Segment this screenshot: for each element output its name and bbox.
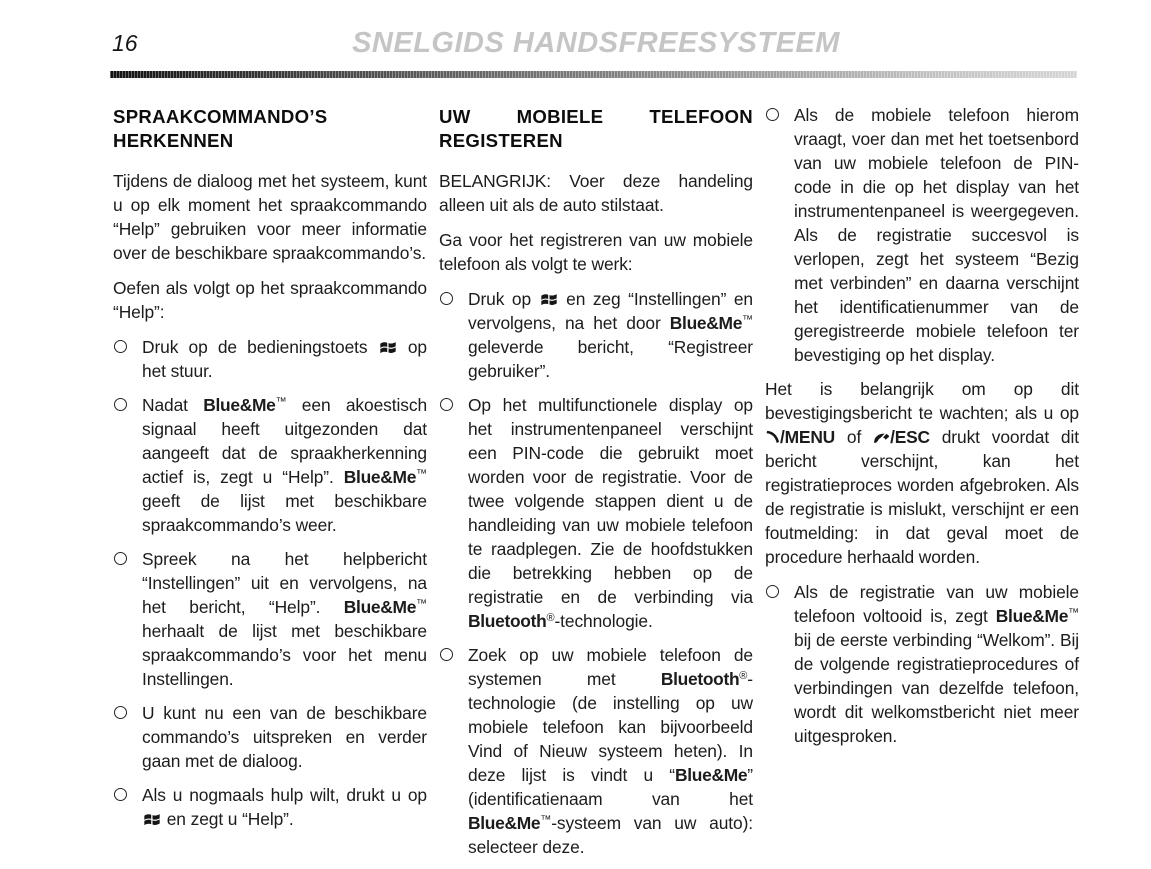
bullet-list [765, 580, 1079, 748]
windows-flag-icon [143, 812, 161, 827]
bullet-text: herhaalt de lijst met beschikbare spraakcommando’s voor het menu Instellingen. [142, 621, 427, 689]
bullet-circle-icon [114, 706, 127, 719]
content-columns [113, 103, 1079, 869]
bullet-text: Spreek na het helpbericht “Instellingen” uit en vervolgens, na het bericht, “Help”. [142, 549, 427, 617]
registered-symbol: ® [546, 612, 555, 624]
bullet-text: Druk op [468, 289, 539, 309]
trademark-symbol: ™ [416, 598, 427, 610]
bullet-circle-icon [114, 398, 127, 411]
esc-button-label: /ESC [890, 427, 930, 447]
trademark-symbol: ™ [275, 396, 287, 408]
bullet-circle-icon [766, 585, 779, 598]
list-item [765, 580, 1079, 748]
list-item [113, 783, 427, 831]
bullet-text: U kunt nu een van de beschikbare commando’s uitspreken en verder gaan met de dialoog. [142, 703, 427, 771]
page-title: SNELGIDS HANDSFREESYSTEEM [352, 27, 840, 59]
bullet-circle-icon [440, 648, 453, 661]
trademark-symbol: ™ [1068, 607, 1079, 619]
bullet-text: Zoek op uw mobiele telefoon de systemen met [468, 645, 753, 689]
section-heading: SPRAAKCOMMANDO’S HERKENNEN [113, 106, 328, 151]
bullet-circle-icon [114, 552, 127, 565]
column-spraakcommandos [113, 103, 427, 869]
bullet-text: Als de registratie van uw mobiele telefoon voltooid is, zegt [794, 582, 1079, 626]
paragraph [765, 377, 1079, 569]
page-number: 16 [112, 30, 138, 56]
bullet-text: -technologie. [554, 611, 653, 631]
windows-flag-icon [540, 292, 558, 307]
trademark-symbol: ™ [742, 314, 753, 326]
header-rule [110, 71, 1077, 78]
list-item [439, 393, 753, 633]
brand-name: Blue&Me [669, 313, 743, 333]
bullet-text: bij de eerste verbinding “Welkom”. Bij de volgende registratieprocedures of verbindingen van dezelfde telefoon, wordt dit welkomstbericht niet meer uitgesproken. [794, 630, 1079, 746]
list-item [113, 393, 427, 537]
brand-name: Blue&Me [468, 813, 541, 833]
trademark-symbol: ™ [540, 814, 552, 826]
bullet-text: geeft de lijst met beschikbare spraakcommando’s weer. [142, 491, 427, 535]
bullet-circle-icon [440, 292, 453, 305]
list-item [439, 643, 753, 859]
bullet-list [765, 103, 1079, 367]
paragraph: Oefen als volgt op het spraakcommando “Help”: [113, 278, 427, 322]
brand-name: Bluetooth [468, 611, 547, 631]
bullet-text: Op het multifunctionele display op het instrumentenpaneel verschijnt een PIN-code die gebruikt moet worden voor de registratie. Voor de twee volgende stappen dient u de handleiding van uw mobiele telefoon te raadplegen. Zie de hoofdstukken die betrekking hebben op de registratie en de verbinding via [468, 395, 753, 607]
bullet-text: Als de mobiele telefoon hierom vraagt, voer dan met het toetsenbord van uw mobiele telefoon de PIN-code in die op het display van het instrumentenpaneel is weergegeven. Als de registratie succesvol is verlopen, zegt het systeem “Bezig met verbinden” en daarna verschijnt het identificatienummer van de geregistreerde mobiele telefoon ter bevestiging op het display. [794, 105, 1079, 365]
bullet-text: en zeg “Instellingen” en vervolgens, na het door [468, 289, 753, 333]
paragraph: Ga voor het registreren van uw mobiele telefoon als volgt te werk: [439, 230, 753, 274]
windows-flag-icon [379, 340, 397, 355]
paragraph: Tijdens de dialoog met het systeem, kunt u op elk moment het spraakcommando “Help” gebruiken voor meer informatie over de beschikbare spraakcommando’s. [113, 171, 427, 263]
phone-esc-icon [873, 431, 890, 445]
bullet-list [113, 335, 427, 831]
list-item [765, 103, 1079, 367]
bullet-list [439, 287, 753, 859]
bullet-text: Druk op de bedieningstoets [142, 337, 378, 357]
brand-name: Blue&Me [674, 765, 748, 785]
phone-menu-icon [765, 430, 780, 445]
registered-symbol: ® [739, 670, 748, 682]
bullet-circle-icon [440, 398, 453, 411]
brand-name: Blue&Me [995, 606, 1069, 626]
paragraph-text: of [835, 427, 874, 447]
list-item [113, 701, 427, 773]
trademark-symbol: ™ [416, 468, 427, 480]
paragraph: BELANGRIJK: Voer deze handeling alleen uit als de auto stilstaat. [439, 171, 753, 215]
brand-name: Blue&Me [343, 597, 417, 617]
column-telefoon-registeren [439, 103, 753, 869]
bullet-circle-icon [114, 340, 127, 353]
menu-button-label: /MENU [780, 427, 836, 447]
bullet-text: een akoestisch signaal heeft uitgezonden dat aangeeft dat de spraakherkenning actief is, zegt u “Help”. [142, 395, 428, 487]
bullet-circle-icon [114, 788, 127, 801]
paragraph-text: drukt voordat dit bericht verschijnt, kan het registratieproces worden afgebroken. Als de registratie is mislukt, verschijnt er een foutmelding: in dat geval moet de procedure herhaald worden. [765, 427, 1079, 567]
brand-name: Blue&Me [203, 395, 276, 415]
section-heading: UW MOBIELE TELEFOON REGISTEREN [439, 106, 753, 151]
list-item [113, 547, 427, 691]
bullet-text: op het stuur. [142, 337, 427, 381]
paragraph-text: Het is belangrijk om op dit bevestigingsbericht te wachten; als u op [765, 379, 1079, 423]
brand-name: Bluetooth [660, 669, 740, 689]
list-item [439, 287, 753, 383]
bullet-text: -technologie (de instelling op uw mobiele telefoon kan bijvoorbeeld Vind of Nieuw systeem heten). In deze lijst is vindt u “ [468, 669, 753, 785]
list-item [113, 335, 427, 383]
bullet-text: ” (identificatienaam van het [468, 765, 753, 809]
bullet-text: Nadat [142, 395, 204, 415]
bullet-text: Als u nogmaals hulp wilt, drukt u op [142, 785, 427, 805]
brand-name: Blue&Me [343, 467, 417, 487]
bullet-circle-icon [766, 108, 779, 121]
column-registratie-bevestiging [765, 103, 1079, 869]
bullet-text: en zegt u “Help”. [162, 809, 294, 829]
bullet-text: -systeem van uw auto): selecteer deze. [468, 813, 753, 857]
bullet-text: geleverde bericht, “Registreer gebruiker”. [468, 337, 753, 381]
